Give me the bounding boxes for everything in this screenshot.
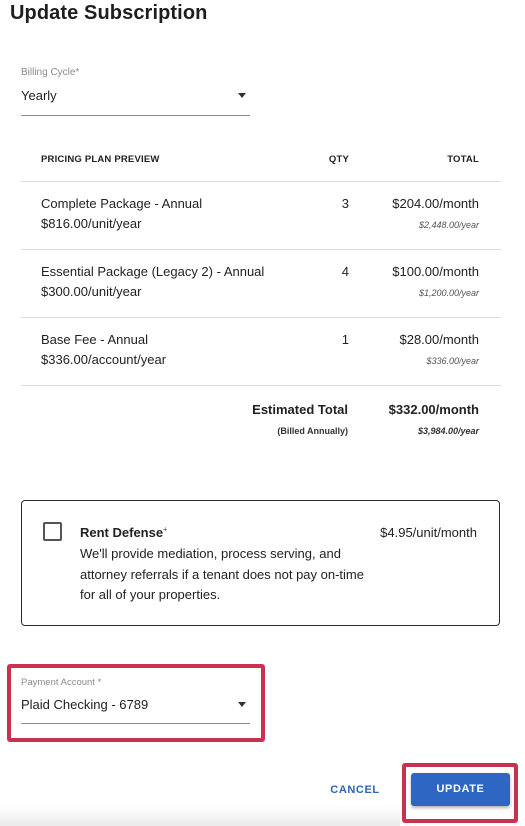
chevron-down-icon [238, 93, 246, 98]
billing-cycle-label: Billing Cycle* [21, 67, 80, 78]
chevron-down-icon [238, 702, 246, 707]
header-plan: PRICING PLAN PREVIEW [41, 154, 160, 165]
estimated-monthly-total: $332.00/month [388, 402, 479, 417]
rent-defense-addon-card[interactable] [21, 500, 500, 626]
plan-unit-price: $336.00/account/year [41, 352, 167, 367]
table-row [21, 182, 501, 250]
billed-annually-note: (Billed Annually) [277, 426, 348, 436]
plan-unit-price: $300.00/unit/year [41, 284, 142, 299]
estimated-total-row [21, 386, 501, 456]
plan-qty: 1 [341, 332, 349, 347]
plan-yearly-total: $336.00/year [426, 356, 479, 366]
addon-title-text: Rent Defense [80, 525, 164, 540]
dialog-title: Update Subscription [10, 2, 208, 24]
cancel-button[interactable]: CANCEL [323, 774, 387, 806]
estimated-yearly-total: $3,984.00/year [417, 426, 479, 436]
pricing-table-header [21, 143, 501, 182]
billing-cycle-select[interactable] [21, 67, 250, 116]
pricing-table [21, 143, 501, 456]
table-row [21, 250, 501, 318]
payment-account-select[interactable] [21, 677, 250, 724]
plan-monthly-total: $100.00/month [392, 264, 479, 279]
plan-name: Essential Package (Legacy 2) - Annual [41, 264, 265, 279]
plan-name: Complete Package - Annual [41, 196, 203, 211]
plan-name: Base Fee - Annual [41, 332, 148, 347]
payment-account-label: Payment Account * [21, 677, 102, 688]
addon-description: We'll provide mediation, process serving, and attorney referrals if a tenant does not pay on-time for all of your properties. [80, 546, 364, 602]
rent-defense-checkbox[interactable] [43, 522, 62, 541]
plan-yearly-total: $2,448.00/year [418, 220, 479, 230]
payment-account-value: Plaid Checking - 6789 [21, 697, 149, 712]
plan-monthly-total: $204.00/month [392, 196, 479, 211]
addon-title-marker: + [163, 526, 168, 534]
header-total: TOTAL [447, 154, 479, 165]
table-row [21, 318, 501, 386]
addon-price: $4.95/unit/month [380, 525, 477, 540]
estimated-total-label: Estimated Total [252, 402, 348, 417]
plan-monthly-total: $28.00/month [399, 332, 479, 347]
plan-qty: 3 [341, 196, 349, 211]
plan-qty: 4 [341, 264, 349, 279]
header-qty: QTY [328, 154, 349, 165]
billing-cycle-value: Yearly [21, 88, 57, 103]
plan-yearly-total: $1,200.00/year [418, 288, 479, 298]
addon-title [80, 525, 167, 540]
update-button[interactable]: UPDATE [411, 773, 510, 806]
bottom-fade [0, 806, 400, 826]
plan-unit-price: $816.00/unit/year [41, 216, 142, 231]
